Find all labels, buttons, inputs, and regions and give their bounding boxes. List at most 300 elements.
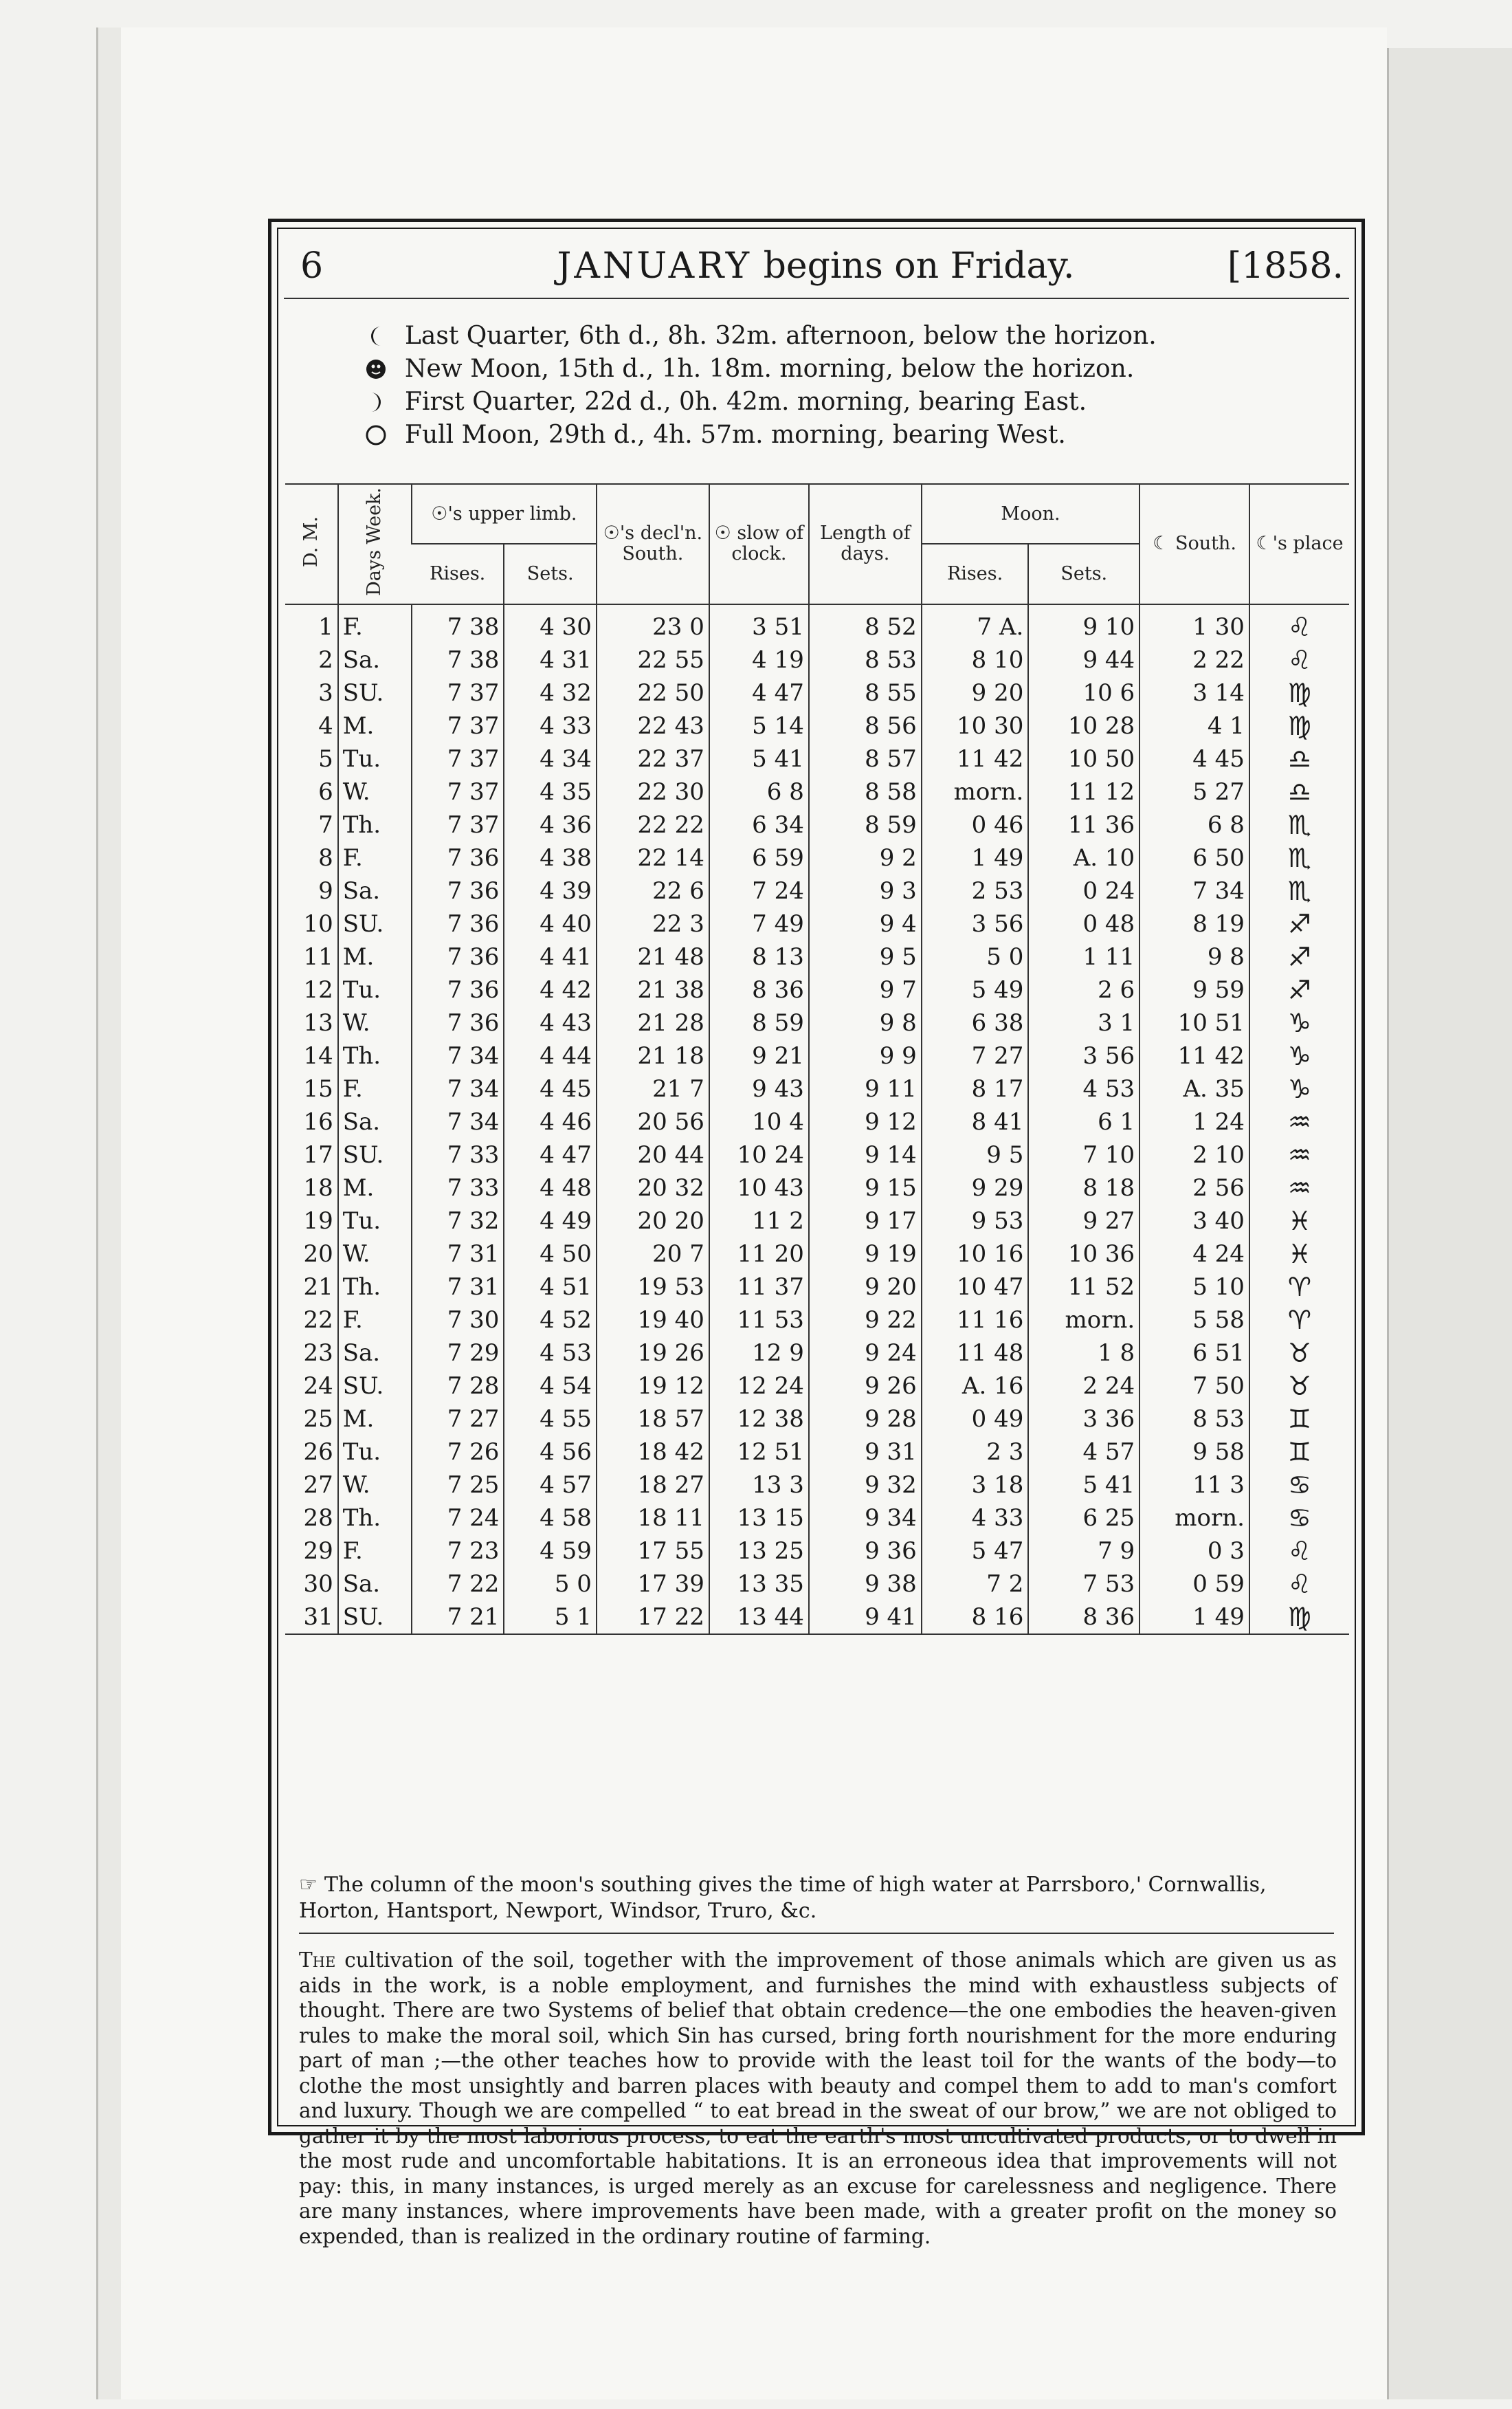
moon-south: 7 50 [1139,1370,1249,1402]
day-of-week: W. [338,1468,412,1502]
sun-sets: 4 55 [504,1402,597,1436]
moon-rises: 5 0 [922,940,1029,974]
day-of-week: SU. [338,676,412,710]
sun-slow-of-clock: 11 2 [709,1204,809,1238]
sun-rises: 7 38 [412,644,504,676]
table-row [285,1600,1349,1634]
sun-declination: 19 12 [597,1370,709,1402]
length-of-day: 9 7 [809,974,922,1006]
length-of-day: 9 41 [809,1600,922,1634]
moon-sets: 5 41 [1028,1468,1139,1502]
day-of-month: 29 [303,1537,333,1565]
sun-rises: 7 30 [412,1304,504,1336]
moon-place: ♍ [1249,710,1349,742]
moon-place: ♈ [1249,1304,1349,1336]
sun-sets: 4 46 [504,1106,597,1138]
sun-rises: 7 25 [412,1468,504,1502]
moon-south: 2 56 [1139,1172,1249,1204]
moon-south: 4 45 [1139,742,1249,776]
sun-slow-of-clock: 7 49 [709,908,809,940]
moon-south: 3 14 [1139,676,1249,710]
sun-sets: 4 40 [504,908,597,940]
pointing-hand-icon: ☞ [299,1873,318,1897]
sun-slow-of-clock: 10 4 [709,1106,809,1138]
day-of-week: Th. [338,808,412,842]
sun-sets: 4 44 [504,1040,597,1072]
moon-rises: 7 2 [922,1568,1029,1600]
moon-place: ♐ [1249,940,1349,974]
day-of-week: Sa. [338,1336,412,1370]
moon-south: 2 22 [1139,644,1249,676]
table-row [285,1204,1349,1238]
day-of-month: 12 [303,976,333,1004]
col-header-moon-rises: Rises. [922,544,1029,604]
day-of-month: 14 [303,1042,333,1070]
length-of-day: 8 57 [809,742,922,776]
sun-declination: 22 14 [597,842,709,874]
sun-sets: 4 59 [504,1534,597,1568]
sun-sets: 4 48 [504,1172,597,1204]
sun-slow-of-clock: 13 44 [709,1600,809,1634]
table-row [285,676,1349,710]
sun-declination: 17 55 [597,1534,709,1568]
sun-slow-of-clock: 13 25 [709,1534,809,1568]
moon-place: ♑ [1249,1040,1349,1072]
sun-declination: 18 11 [597,1502,709,1534]
day-of-week: Tu. [338,974,412,1006]
sun-declination: 23 0 [597,604,709,644]
day-of-week: M. [338,1172,412,1204]
moon-sets: 2 24 [1028,1370,1139,1402]
length-of-day: 9 31 [809,1436,922,1468]
farming-essay [299,1948,1337,2249]
sun-sets: 4 42 [504,974,597,1006]
page-title [287,245,1345,287]
moon-rises: 0 49 [922,1402,1029,1436]
moon-sets: 3 1 [1028,1006,1139,1040]
day-of-month: 23 [303,1339,333,1367]
moon-rises: 2 3 [922,1436,1029,1468]
day-of-week: SU. [338,1370,412,1402]
almanac-table [285,483,1349,1635]
sun-sets: 4 31 [504,644,597,676]
sun-declination: 19 53 [597,1270,709,1304]
day-of-month: 2 [318,646,333,674]
moon-sets: 10 28 [1028,710,1139,742]
sun-rises: 7 36 [412,908,504,940]
moon-place: ♍ [1249,1600,1349,1634]
sun-declination: 20 32 [597,1172,709,1204]
day-of-week: F. [338,604,412,644]
length-of-day: 9 34 [809,1502,922,1534]
day-of-week: Th. [338,1040,412,1072]
month-name: JANUARY [557,245,753,287]
moon-place: ♑ [1249,1072,1349,1106]
day-of-month: 15 [303,1075,333,1103]
moon-south: 5 10 [1139,1270,1249,1304]
day-of-month: 8 [318,844,333,872]
sun-declination: 18 42 [597,1436,709,1468]
sun-declination: 18 57 [597,1402,709,1436]
day-of-week: W. [338,1006,412,1040]
sun-sets: 4 35 [504,776,597,808]
moon-rises: morn. [922,776,1029,808]
sun-rises: 7 36 [412,874,504,908]
day-of-week: F. [338,842,412,874]
length-of-day: 9 28 [809,1402,922,1436]
table-row [285,1006,1349,1040]
header-divider [284,298,1349,299]
moon-rises: 9 53 [922,1204,1029,1238]
sun-declination: 21 18 [597,1040,709,1072]
moon-south: 6 51 [1139,1336,1249,1370]
moon-place: ♍ [1249,676,1349,710]
sun-rises: 7 31 [412,1238,504,1270]
sun-declination: 21 38 [597,974,709,1006]
moon-sets: 3 56 [1028,1040,1139,1072]
length-of-day: 9 5 [809,940,922,974]
col-header-days-week: Days Week. [338,484,412,604]
moon-sets: 10 36 [1028,1238,1139,1270]
moon-sets: 6 1 [1028,1106,1139,1138]
sun-slow-of-clock: 6 34 [709,808,809,842]
table-row [285,1402,1349,1436]
phase-text: Last Quarter, 6th d., 8h. 32m. afternoon, below the horizon. [405,322,1157,350]
phase-last-quarter [361,320,1157,353]
moon-rises: 5 47 [922,1534,1029,1568]
moon-south: 9 58 [1139,1436,1249,1468]
moon-sets: 9 10 [1028,604,1139,644]
sun-declination: 22 6 [597,874,709,908]
sun-sets: 4 36 [504,808,597,842]
moon-rises: 2 53 [922,874,1029,908]
table-row [285,1040,1349,1072]
phase-full-moon [361,419,1157,452]
moon-sets: morn. [1028,1304,1139,1336]
length-of-day: 9 36 [809,1534,922,1568]
moon-south: 5 58 [1139,1304,1249,1336]
phase-text: Full Moon, 29th d., 4h. 57m. morning, bearing West. [405,421,1066,449]
moon-south: 8 19 [1139,908,1249,940]
length-of-day: 8 55 [809,676,922,710]
table-row [285,644,1349,676]
day-of-week: SU. [338,908,412,940]
almanac-frame [268,219,1365,2248]
sun-slow-of-clock: 11 53 [709,1304,809,1336]
sun-sets: 5 1 [504,1600,597,1634]
sun-slow-of-clock: 12 38 [709,1402,809,1436]
moon-sets: 1 8 [1028,1336,1139,1370]
sun-rises: 7 36 [412,974,504,1006]
day-of-month: 28 [303,1504,333,1532]
sun-slow-of-clock: 9 21 [709,1040,809,1072]
sun-sets: 4 30 [504,604,597,644]
col-header-moon-south: ☾ South. [1139,484,1249,604]
table-row [285,1238,1349,1270]
sun-rises: 7 33 [412,1138,504,1172]
table-row [285,1106,1349,1138]
day-of-week: Tu. [338,742,412,776]
sun-sets: 4 39 [504,874,597,908]
sun-declination: 22 30 [597,776,709,808]
moon-rises: 3 18 [922,1468,1029,1502]
moon-south: 1 24 [1139,1106,1249,1138]
year-label: [1858. [1227,245,1344,287]
moon-south: 3 40 [1139,1204,1249,1238]
moon-sets: 7 53 [1028,1568,1139,1600]
sun-rises: 7 22 [412,1568,504,1600]
moon-place: ♋ [1249,1502,1349,1534]
sun-declination: 20 20 [597,1204,709,1238]
table-row [285,974,1349,1006]
length-of-day: 8 52 [809,604,922,644]
length-of-day: 9 9 [809,1040,922,1072]
sun-sets: 4 52 [504,1304,597,1336]
length-of-day: 9 8 [809,1006,922,1040]
moon-place: ♓ [1249,1204,1349,1238]
moon-sets: 7 10 [1028,1138,1139,1172]
length-of-day: 8 56 [809,710,922,742]
sun-sets: 4 38 [504,842,597,874]
table-row [285,1568,1349,1600]
sun-declination: 22 22 [597,808,709,842]
sun-sets: 5 0 [504,1568,597,1600]
sun-slow-of-clock: 5 14 [709,710,809,742]
sun-sets: 4 33 [504,710,597,742]
sun-rises: 7 27 [412,1402,504,1436]
moon-south: 11 42 [1139,1040,1249,1072]
length-of-day: 9 12 [809,1106,922,1138]
length-of-day: 9 20 [809,1270,922,1304]
day-of-month: 22 [303,1306,333,1334]
moon-rises: 11 16 [922,1304,1029,1336]
moon-south: morn. [1139,1502,1249,1534]
moon-sets: 8 36 [1028,1600,1139,1634]
sun-rises: 7 31 [412,1270,504,1304]
day-of-week: F. [338,1534,412,1568]
sun-sets: 4 34 [504,742,597,776]
col-header-moon-place: ☾'s place [1249,484,1349,604]
length-of-day: 9 32 [809,1468,922,1502]
moon-phases [361,320,1157,452]
moon-south: 9 59 [1139,974,1249,1006]
col-header-sun-decl: ☉'s decl'n. South. [597,484,709,604]
moon-place: ♏ [1249,808,1349,842]
length-of-day: 9 17 [809,1204,922,1238]
moon-place: ♋ [1249,1468,1349,1502]
moon-rises: 5 49 [922,974,1029,1006]
sun-declination: 21 28 [597,1006,709,1040]
sun-slow-of-clock: 8 13 [709,940,809,974]
table-row [285,1172,1349,1204]
sun-rises: 7 34 [412,1040,504,1072]
sun-rises: 7 34 [412,1072,504,1106]
sun-rises: 7 36 [412,1006,504,1040]
table-row [285,1072,1349,1106]
moon-rises: 9 29 [922,1172,1029,1204]
table-row [285,742,1349,776]
sun-sets: 4 53 [504,1336,597,1370]
sun-declination: 21 48 [597,940,709,974]
moon-sets: 7 9 [1028,1534,1139,1568]
month-begins: begins on Friday. [763,245,1075,287]
day-of-week: Tu. [338,1436,412,1468]
moon-place: ♑ [1249,1006,1349,1040]
day-of-month: 4 [318,712,333,740]
day-of-month: 16 [303,1108,333,1136]
table-row [285,1502,1349,1534]
moon-rises: 9 20 [922,676,1029,710]
day-of-month: 5 [318,745,333,773]
length-of-day: 8 53 [809,644,922,676]
sun-sets: 4 54 [504,1370,597,1402]
moon-place: ♒ [1249,1138,1349,1172]
day-of-month: 30 [303,1570,333,1598]
moon-place: ♏ [1249,842,1349,874]
col-header-sun-upper: ☉'s upper limb. [412,484,597,544]
day-of-month: 31 [285,1600,338,1634]
sun-slow-of-clock: 12 24 [709,1370,809,1402]
sun-declination: 20 56 [597,1106,709,1138]
moon-rises: 10 47 [922,1270,1029,1304]
length-of-day: 9 22 [809,1304,922,1336]
moon-rises: 9 5 [922,1138,1029,1172]
moon-place: ♌ [1249,1534,1349,1568]
moon-place: ♏ [1249,874,1349,908]
phase-first-quarter [361,386,1157,419]
moon-south: 6 8 [1139,808,1249,842]
sun-sets: 4 56 [504,1436,597,1468]
book-spine-edge [96,28,124,2399]
moon-rises: 10 16 [922,1238,1029,1270]
sun-slow-of-clock: 12 9 [709,1336,809,1370]
length-of-day: 8 58 [809,776,922,808]
day-of-month: 9 [318,877,333,905]
col-header-moon-sets: Sets. [1028,544,1139,604]
sun-slow-of-clock: 4 19 [709,644,809,676]
sun-rises: 7 29 [412,1336,504,1370]
length-of-day: 9 2 [809,842,922,874]
table-row [285,776,1349,808]
sun-slow-of-clock: 6 8 [709,776,809,808]
moon-rises: 4 33 [922,1502,1029,1534]
sun-declination: 19 40 [597,1304,709,1336]
moon-south: 7 34 [1139,874,1249,908]
moon-south: 4 1 [1139,710,1249,742]
sun-declination: 22 55 [597,644,709,676]
moon-south: A. 35 [1139,1072,1249,1106]
day-of-week: Tu. [338,1204,412,1238]
sun-rises: 7 23 [412,1534,504,1568]
moon-south: 6 50 [1139,842,1249,874]
length-of-day: 9 26 [809,1370,922,1402]
day-of-week: W. [338,1238,412,1270]
moon-sets: 4 57 [1028,1436,1139,1468]
day-of-week: SU. [338,1600,412,1634]
day-of-week: Sa. [338,644,412,676]
sun-rises: 7 37 [412,776,504,808]
table-row [285,1336,1349,1370]
sun-sets: 4 49 [504,1204,597,1238]
almanac-table-body [285,604,1349,1634]
sun-sets: 4 43 [504,1006,597,1040]
moon-rises: 11 42 [922,742,1029,776]
sun-declination: 17 22 [597,1600,709,1634]
next-page-edge [1387,48,1512,2399]
day-of-week: F. [338,1072,412,1106]
sun-rises: 7 38 [412,604,504,644]
length-of-day: 9 15 [809,1172,922,1204]
sun-sets: 4 47 [504,1138,597,1172]
table-row [285,604,1349,644]
day-of-week: Th. [338,1270,412,1304]
day-of-month: 10 [303,910,333,938]
day-of-week: Sa. [338,1106,412,1138]
sun-rises: 7 34 [412,1106,504,1138]
first-quarter-moon-icon [361,388,391,416]
day-of-month: 17 [303,1141,333,1169]
day-of-month: 6 [318,778,333,806]
moon-sets: 9 44 [1028,644,1139,676]
sun-rises: 7 28 [412,1370,504,1402]
moon-place: ♌ [1249,1568,1349,1600]
day-of-month: 20 [303,1240,333,1268]
sun-slow-of-clock: 13 15 [709,1502,809,1534]
moon-place: ♌ [1249,604,1349,644]
day-of-month: 25 [303,1405,333,1433]
moon-sets: 10 6 [1028,676,1139,710]
table-row [285,808,1349,842]
sun-declination: 22 50 [597,676,709,710]
day-of-month: 24 [303,1372,333,1400]
table-row [285,1436,1349,1468]
moon-sets: 11 52 [1028,1270,1139,1304]
sun-slow-of-clock: 8 59 [709,1006,809,1040]
col-header-sun-rises: Rises. [412,544,504,604]
page-number: 6 [300,245,324,287]
sun-slow-of-clock: 6 59 [709,842,809,874]
sun-slow-of-clock: 10 24 [709,1138,809,1172]
moon-place: ♉ [1249,1370,1349,1402]
moon-sets: 3 36 [1028,1402,1139,1436]
moon-sets: 6 25 [1028,1502,1139,1534]
sun-declination: 18 27 [597,1468,709,1502]
essay-text: cultivation of the soil, together with the improvement of those animals which are given us as aids in the work, is a noble employment, and furnishes the mind with exhaustless subjects of thought. There are two Systems of belief that obtain credence—the one embodies the heaven-given rules to make the moral soil, which Sin has cursed, bring forth nourishment for the more enduring part of man ;—the other teaches how to provide with the least toil for the wants of the body—to clothe the most unsightly and barren places with beauty and compel them to add to man's comfort and luxury. Though we are compelled “ to eat bread in the sweat of our brow,” we are not obliged to gather it by the most laborious process, to eat the earth's most uncultivated products, or to dwell in the most rude and uncomfortable habitations. It is an erroneous idea that improvements will not pay: this, in many instances, is urged merely as an excuse for carelessness and negligence. There are many instances, where improvements have been made, with a greater profit on the money so expended, than is realized in the ordinary routine of farming. [299,1948,1337,2248]
moon-place: ♒ [1249,1106,1349,1138]
sun-rises: 7 36 [412,940,504,974]
sun-rises: 7 24 [412,1502,504,1534]
sun-rises: 7 36 [412,842,504,874]
day-of-month: 18 [303,1174,333,1202]
sun-declination: 22 43 [597,710,709,742]
sun-sets: 4 32 [504,676,597,710]
day-of-week: M. [338,710,412,742]
moon-rises: 0 46 [922,808,1029,842]
sun-sets: 4 45 [504,1072,597,1106]
sun-rises: 7 37 [412,676,504,710]
high-water-note [299,1872,1337,1924]
sun-slow-of-clock: 13 3 [709,1468,809,1502]
moon-south: 2 10 [1139,1138,1249,1172]
day-of-week: F. [338,1304,412,1336]
sun-declination: 21 7 [597,1072,709,1106]
last-quarter-moon-icon [361,322,391,350]
table-row [285,1468,1349,1502]
note-divider [299,1933,1334,1934]
moon-place: ♊ [1249,1436,1349,1468]
day-of-month: 26 [303,1438,333,1466]
sun-sets: 4 41 [504,940,597,974]
